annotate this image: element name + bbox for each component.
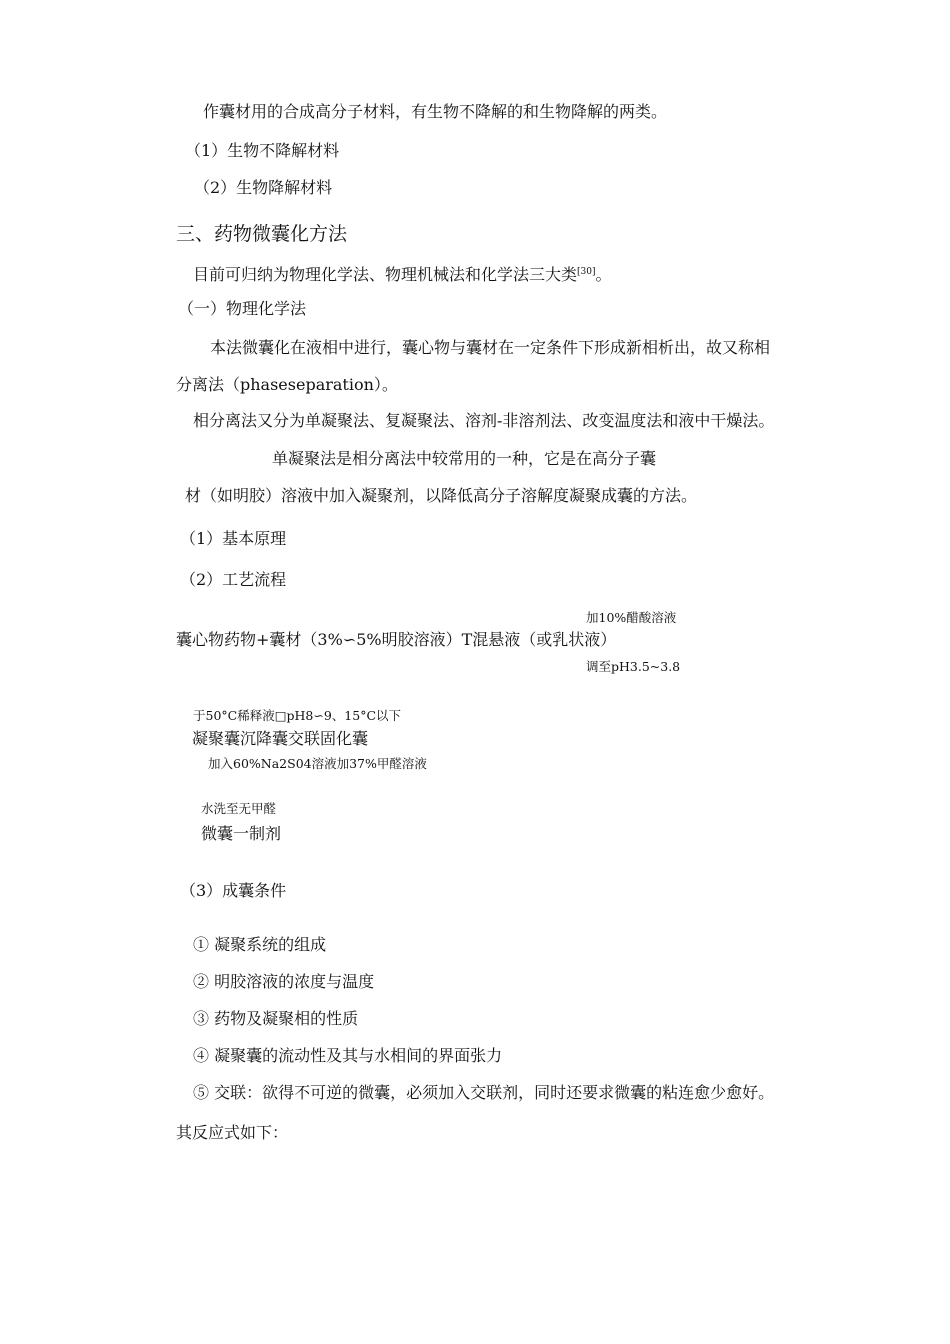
section-heading: 三、药物微囊化方法 [176,223,348,245]
list-item: ③ 药物及凝聚相的性质 [193,1009,359,1028]
flow-annotation: 于50°C稀释液□pH8∽9、15°C以下 [193,708,402,723]
flow-step: 囊心物药物+囊材（3%∽5%明胶溶液）T混悬液（或乳状液） [176,630,617,649]
citation: [30] [577,267,596,277]
list-item: ① 凝聚系统的组成 [193,935,327,954]
flow-step: 凝聚囊沉降囊交联固化囊 [192,729,369,748]
list-item: （2）生物降解材料 [194,178,333,197]
list-item: （1）基本原理 [180,529,287,548]
flow-step: 微囊一制剂 [201,824,282,843]
paragraph: 其反应式如下： [176,1123,289,1142]
flow-annotation: 加10%醋酸溶液 [586,610,677,625]
list-item: （2）工艺流程 [180,570,287,589]
subsection-heading: （一）物理化学法 [178,299,307,318]
list-item: ④ 凝聚囊的流动性及其与水相间的界面张力 [193,1046,503,1065]
paragraph: 单凝聚法是相分离法中较常用的一种，它是在高分子囊 [272,449,657,468]
paragraph-text: 目前可归纳为物理化学法、物理机械法和化学法三大类 [193,265,578,284]
flow-annotation: 调至pH3.5~3.8 [586,659,681,674]
list-item: （3）成囊条件 [180,881,287,900]
list-item: （1）生物不降解材料 [185,141,340,160]
flow-annotation: 加入60%Na2S04溶液加37%甲醛溶液 [208,756,427,771]
paragraph [193,262,612,285]
paragraph: 分离法（phaseseparation）。 [176,375,398,394]
paragraph: 材（如明胶）溶液中加入凝聚剂，以降低高分子溶解度凝聚成囊的方法。 [185,486,698,505]
paragraph-end: 。 [595,265,612,284]
list-item: ② 明胶溶液的浓度与温度 [193,972,375,991]
paragraph: 作囊材用的合成高分子材料，有生物不降解的和生物降解的两类。 [203,102,668,121]
paragraph: 相分离法又分为单凝聚法、复凝聚法、溶剂-非溶剂法、改变温度法和液中干燥法。 [193,411,775,430]
flow-annotation: 水洗至无甲醛 [201,801,277,816]
list-item: ⑤ 交联：欲得不可逆的微囊，必须加入交联剂，同时还要求微囊的粘连愈少愈好。 [193,1083,775,1102]
paragraph: 本法微囊化在液相中进行，囊心物与囊材在一定条件下形成新相析出，故又称相 [210,338,771,357]
